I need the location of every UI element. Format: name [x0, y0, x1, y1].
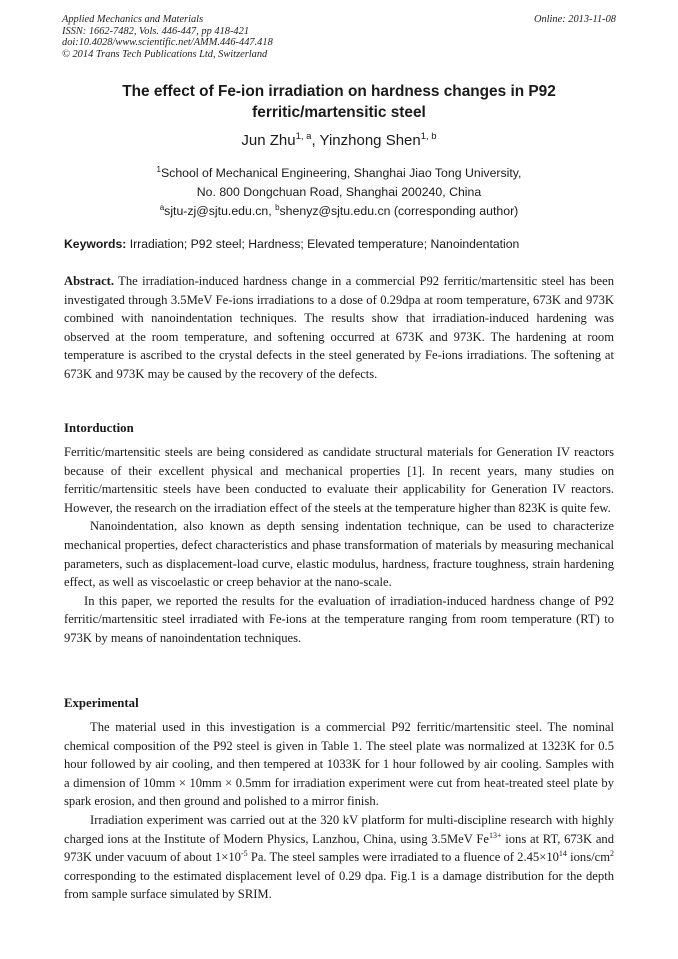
- affiliation-institution: School of Mechanical Engineering, Shanghai Jiao Tong University,: [160, 166, 522, 180]
- exp-text: Irradiation experiment was carried out at the 320 kV platform for multi-discipline research with highly charged ions at the Institute of Modern Physics, Lanzhou, China, using 3.5MeV Fe: [64, 812, 614, 846]
- superscript: 14: [558, 849, 567, 859]
- keywords-label: Keywords:: [64, 237, 127, 251]
- affiliation: [0, 164, 678, 221]
- exp-text: ions/cm: [566, 850, 610, 865]
- superscript: 2: [610, 849, 614, 859]
- abstract-text: The irradiation-induced hardness change in a commercial P92 ferritic/martensitic steel has been investigated through 3.5MeV Fe-ions irradiations to a dose of 0.29dpa at room temperature, 673K and 973K combined with nanoindentation techniques. The results show that irradiation-induced hardening was observed at the room temperature, and softening occurred at 673K and 973K. The hardening at room temperature is ascribed to the crystal defects in the steel generated by Fe-ions irradiations. The softening at 673K and 973K may be caused by the recovery of the defects.: [64, 274, 614, 381]
- affiliation-mark: 1: [156, 165, 161, 174]
- author-separator: ,: [311, 132, 320, 149]
- affiliation-emails: [0, 202, 678, 221]
- affiliation-line-1: [0, 164, 678, 183]
- superscript: 13+: [488, 830, 502, 840]
- email-link-a[interactable]: sjtu-zj@sjtu.edu.cn,: [164, 204, 276, 218]
- affiliation-line-2: No. 800 Dongchuan Road, Shanghai 200240, China: [196, 185, 482, 199]
- journal-copyright: © 2014 Trans Tech Publications Ltd, Switzerland: [62, 48, 268, 60]
- keywords: [64, 235, 624, 253]
- author-name: Yinzhong Shen: [319, 132, 421, 149]
- exp-paragraph-2: [64, 811, 614, 904]
- paper-title: [70, 81, 608, 123]
- intro-paragraph-2: Nanoindentation, also known as depth sensing indentation technique, can be used to characterize mechanical properties, defect characteristics and phase transformation of materials by measuring mechanical parameters, such as displacement-load curve, elastic modulus, hardness, fracture toughness, strain hardening effect, as well as viscoelastic or creep behavior at the nano-scale.: [64, 519, 614, 590]
- title-line-2: ferritic/martensitic steel: [252, 104, 426, 121]
- exp-text: ions at RT, 673K and 973K under vacuum of about 1×10: [64, 831, 615, 865]
- author-affiliation-mark: 1, b: [420, 131, 437, 142]
- online-date: Online: 2013-11-08: [533, 14, 616, 25]
- author-affiliation-mark: 1, a: [295, 131, 312, 142]
- journal-header: [62, 14, 273, 60]
- email-mark-a: a: [159, 203, 165, 212]
- intro-paragraph-1: Ferritic/martensitic steels are being considered as candidate structural materials for Generation IV reactors because of their excellent physical and mechanical properties [1]. In recent years, many studies on ferritic/martensitic steels have been conducted to evaluate their applicability for Generation IV reactors. However, the research on the irradiation effect of the steels at the temperature higher than 823K is quite few.: [64, 445, 614, 515]
- abstract: [64, 272, 614, 384]
- introduction-heading: Intorduction: [64, 421, 134, 435]
- author-list: [0, 131, 678, 151]
- author-name: Jun Zhu: [241, 132, 296, 149]
- journal-doi: doi:10.4028/www.scientific.net/AMM.446-447.418: [62, 37, 273, 49]
- keywords-text: Irradiation; P92 steel; Hardness; Elevated temperature; Nanoindentation: [126, 237, 520, 251]
- experimental-heading: Experimental: [64, 696, 139, 710]
- exp-paragraph-1: The material used in this investigation is a commercial P92 ferritic/martensitic steel. The nominal chemical composition of the P92 steel is given in Table 1. The steel plate was normalized at 1323K for 0.5 hour followed by air cooling, and then tempered at 1033K for 1 hour followed by air cooling. Samples with a dimension of 10mm × 10mm × 0.5mm for irradiation experiment were cut from heat-treated steel plate by spark erosion, and then ground and polished to a mirror finish.: [64, 720, 614, 809]
- experimental-section: [64, 718, 614, 904]
- abstract-label: Abstract.: [64, 274, 115, 288]
- email-mark-b: b: [275, 203, 280, 212]
- journal-name: Applied Mechanics and Materials: [62, 14, 204, 25]
- introduction-section: [64, 443, 614, 648]
- journal-issn: ISSN: 1662-7482, Vols. 446-447, pp 418-421: [62, 25, 250, 37]
- intro-paragraph-3: In this paper, we reported the results for the evaluation of irradiation-induced hardness change of P92 ferritic/martensitic steel irradiated with Fe-ions at the temperature ranging from room temperature (RT) to 973K by means of nanoindentation techniques.: [64, 593, 614, 645]
- exp-text: Pa. The steel samples were irradiated to a fluence of 2.45×10: [247, 850, 559, 865]
- exp-text: corresponding to the estimated displacement level of 0.29 dpa. Fig.1 is a damage distribution for the depth from sample surface simulated by SRIM.: [64, 868, 614, 902]
- email-link-b[interactable]: shenyz@sjtu.edu.cn (corresponding author): [279, 204, 519, 218]
- superscript: -5: [240, 849, 248, 859]
- title-line-1: The effect of Fe-ion irradiation on hardness changes in P92: [122, 83, 556, 100]
